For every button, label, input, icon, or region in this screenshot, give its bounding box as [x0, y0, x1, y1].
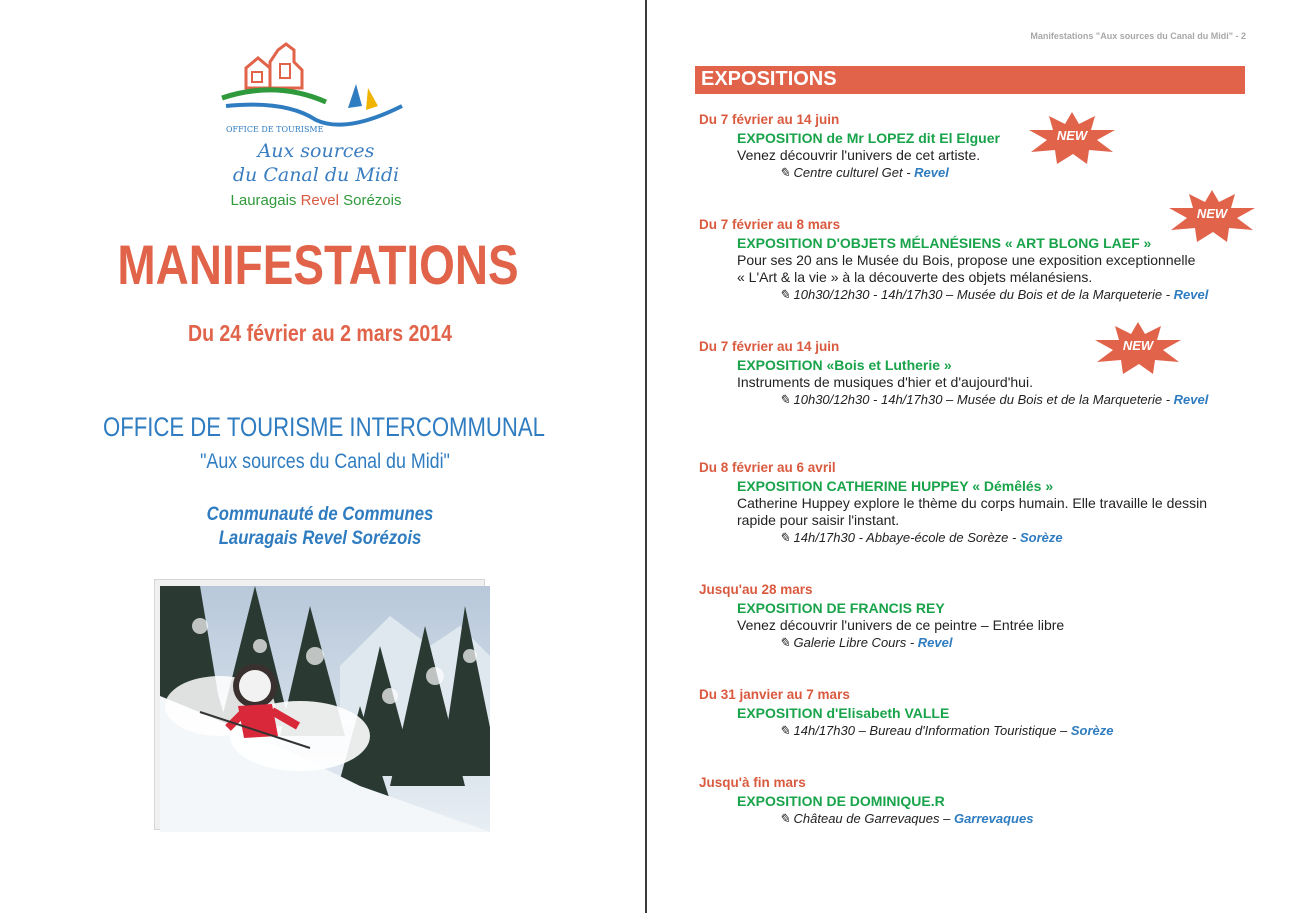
office-subtitle: "Aux sources du Canal du Midi" [200, 450, 450, 473]
event-date: Jusqu'au 28 mars [699, 582, 813, 597]
right-page [647, 0, 1292, 913]
event-location: ✎ Galerie Libre Cours - Revel [779, 635, 953, 650]
event-description: Venez découvrir l'univers de ce peintre – Entrée libre [737, 617, 1065, 633]
event-town: Sorèze [1070, 723, 1114, 738]
new-label: NEW [1196, 206, 1228, 221]
event-description: Instruments de musiques d'hier et d'aujourd'hui. [737, 374, 1033, 390]
left-page [0, 0, 645, 913]
event-town: Revel [1173, 287, 1209, 302]
logo-region-part3: Sorézois [343, 192, 402, 209]
page-title: MANIFESTATIONS [117, 233, 519, 296]
event-item [699, 111, 1259, 182]
event-title: EXPOSITION de Mr LOPEZ dit El Elguer [737, 130, 1000, 146]
logo-office-label: OFFICE DE TOURISME [226, 125, 324, 134]
event-town: Revel [914, 165, 949, 180]
event-title: EXPOSITION d'Elisabeth VALLE [737, 705, 950, 721]
event-date: Du 8 février au 6 avril [699, 460, 836, 475]
event-location-text: 10h30/12h30 - 14h/17h30 – Musée du Bois et de la Marqueterie - [793, 392, 1174, 407]
tourism-office-logo [216, 40, 416, 215]
event-location-text: 14h/17h30 – Bureau d'Information Touristique – [793, 723, 1071, 738]
logo-graphic [216, 40, 416, 140]
event-description: Catherine Huppey explore le thème du corps humain. Elle travaille le dessin [737, 495, 1208, 511]
event-item [699, 216, 1259, 304]
event-location-text: Château de Garrevaques – [793, 811, 954, 826]
community-line2: Lauragais Revel Sorézois [218, 528, 422, 549]
event-location: ✎ Château de Garrevaques – Garrevaques [779, 811, 1034, 826]
event-title: EXPOSITION D'OBJETS MÉLANÉSIENS « ART BLONG LAEF » [737, 235, 1152, 251]
community-line1: Communauté de Communes [206, 504, 434, 525]
running-head: Manifestations "Aux sources du Canal du Midi" - 2 [1030, 31, 1246, 41]
event-location: ✎ 14h/17h30 - Abbaye-école de Sorèze - Sorèze [779, 530, 1063, 545]
event-date: Du 7 février au 8 mars [699, 217, 841, 232]
logo-script-line2: du Canal du Midi [232, 164, 400, 186]
event-town: Revel [917, 635, 953, 650]
logo-script-line1: Aux sources [257, 140, 375, 162]
event-town: Sorèze [1019, 530, 1063, 545]
event-location-text: Centre culturel Get - [793, 165, 915, 180]
new-label: NEW [1122, 338, 1154, 353]
event-description: Venez découvrir l'univers de cet artiste. [737, 147, 981, 163]
event-title: EXPOSITION DE FRANCIS REY [737, 600, 945, 616]
event-item [699, 338, 1259, 409]
event-title: EXPOSITION «Bois et Lutherie » [737, 357, 952, 373]
event-description: « L'Art & la vie » à la découverte des objets mélanésiens. [737, 269, 1093, 285]
event-item [699, 774, 1259, 828]
event-date: Du 7 février au 14 juin [699, 112, 840, 127]
ski-photo [160, 586, 490, 832]
event-date: Jusqu'à fin mars [699, 775, 806, 790]
logo-region-part1: Lauragais [230, 192, 301, 209]
event-location-text: 14h/17h30 - Abbaye-école de Sorèze - [793, 530, 1020, 545]
event-location-text: Galerie Libre Cours - [793, 635, 918, 650]
event-item [699, 581, 1259, 652]
event-date: Du 7 février au 14 juin [699, 339, 840, 354]
event-location-text: 10h30/12h30 - 14h/17h30 – Musée du Bois et de la Marqueterie - [793, 287, 1174, 302]
date-range: Du 24 février au 2 mars 2014 [187, 320, 453, 346]
office-name: OFFICE DE TOURISME INTERCOMMUNAL [102, 412, 546, 442]
event-title: EXPOSITION CATHERINE HUPPEY « Démêlés » [737, 478, 1054, 494]
section-header [695, 66, 1245, 94]
event-item [699, 686, 1259, 740]
new-label: NEW [1056, 128, 1088, 143]
section-title: EXPOSITIONS [701, 68, 837, 90]
event-description: Pour ses 20 ans le Musée du Bois, propose une exposition exceptionnelle [737, 252, 1196, 268]
event-title: EXPOSITION DE DOMINIQUE.R [737, 793, 945, 809]
event-location: ✎ 10h30/12h30 - 14h/17h30 – Musée du Bois et de la Marqueterie - Revel [779, 287, 1209, 302]
event-location: ✎ 10h30/12h30 - 14h/17h30 – Musée du Bois et de la Marqueterie - Revel [779, 392, 1209, 407]
event-description: rapide pour saisir l'instant. [737, 512, 900, 528]
logo-region [216, 192, 416, 209]
event-location: ✎ Centre culturel Get - Revel [779, 165, 949, 180]
event-town: Garrevaques [953, 811, 1034, 826]
logo-region-part2: Revel [300, 192, 344, 209]
event-location: ✎ 14h/17h30 – Bureau d'Information Touristique – Sorèze [779, 723, 1114, 738]
event-item [699, 459, 1259, 547]
event-town: Revel [1173, 392, 1209, 407]
event-date: Du 31 janvier au 7 mars [699, 687, 850, 702]
